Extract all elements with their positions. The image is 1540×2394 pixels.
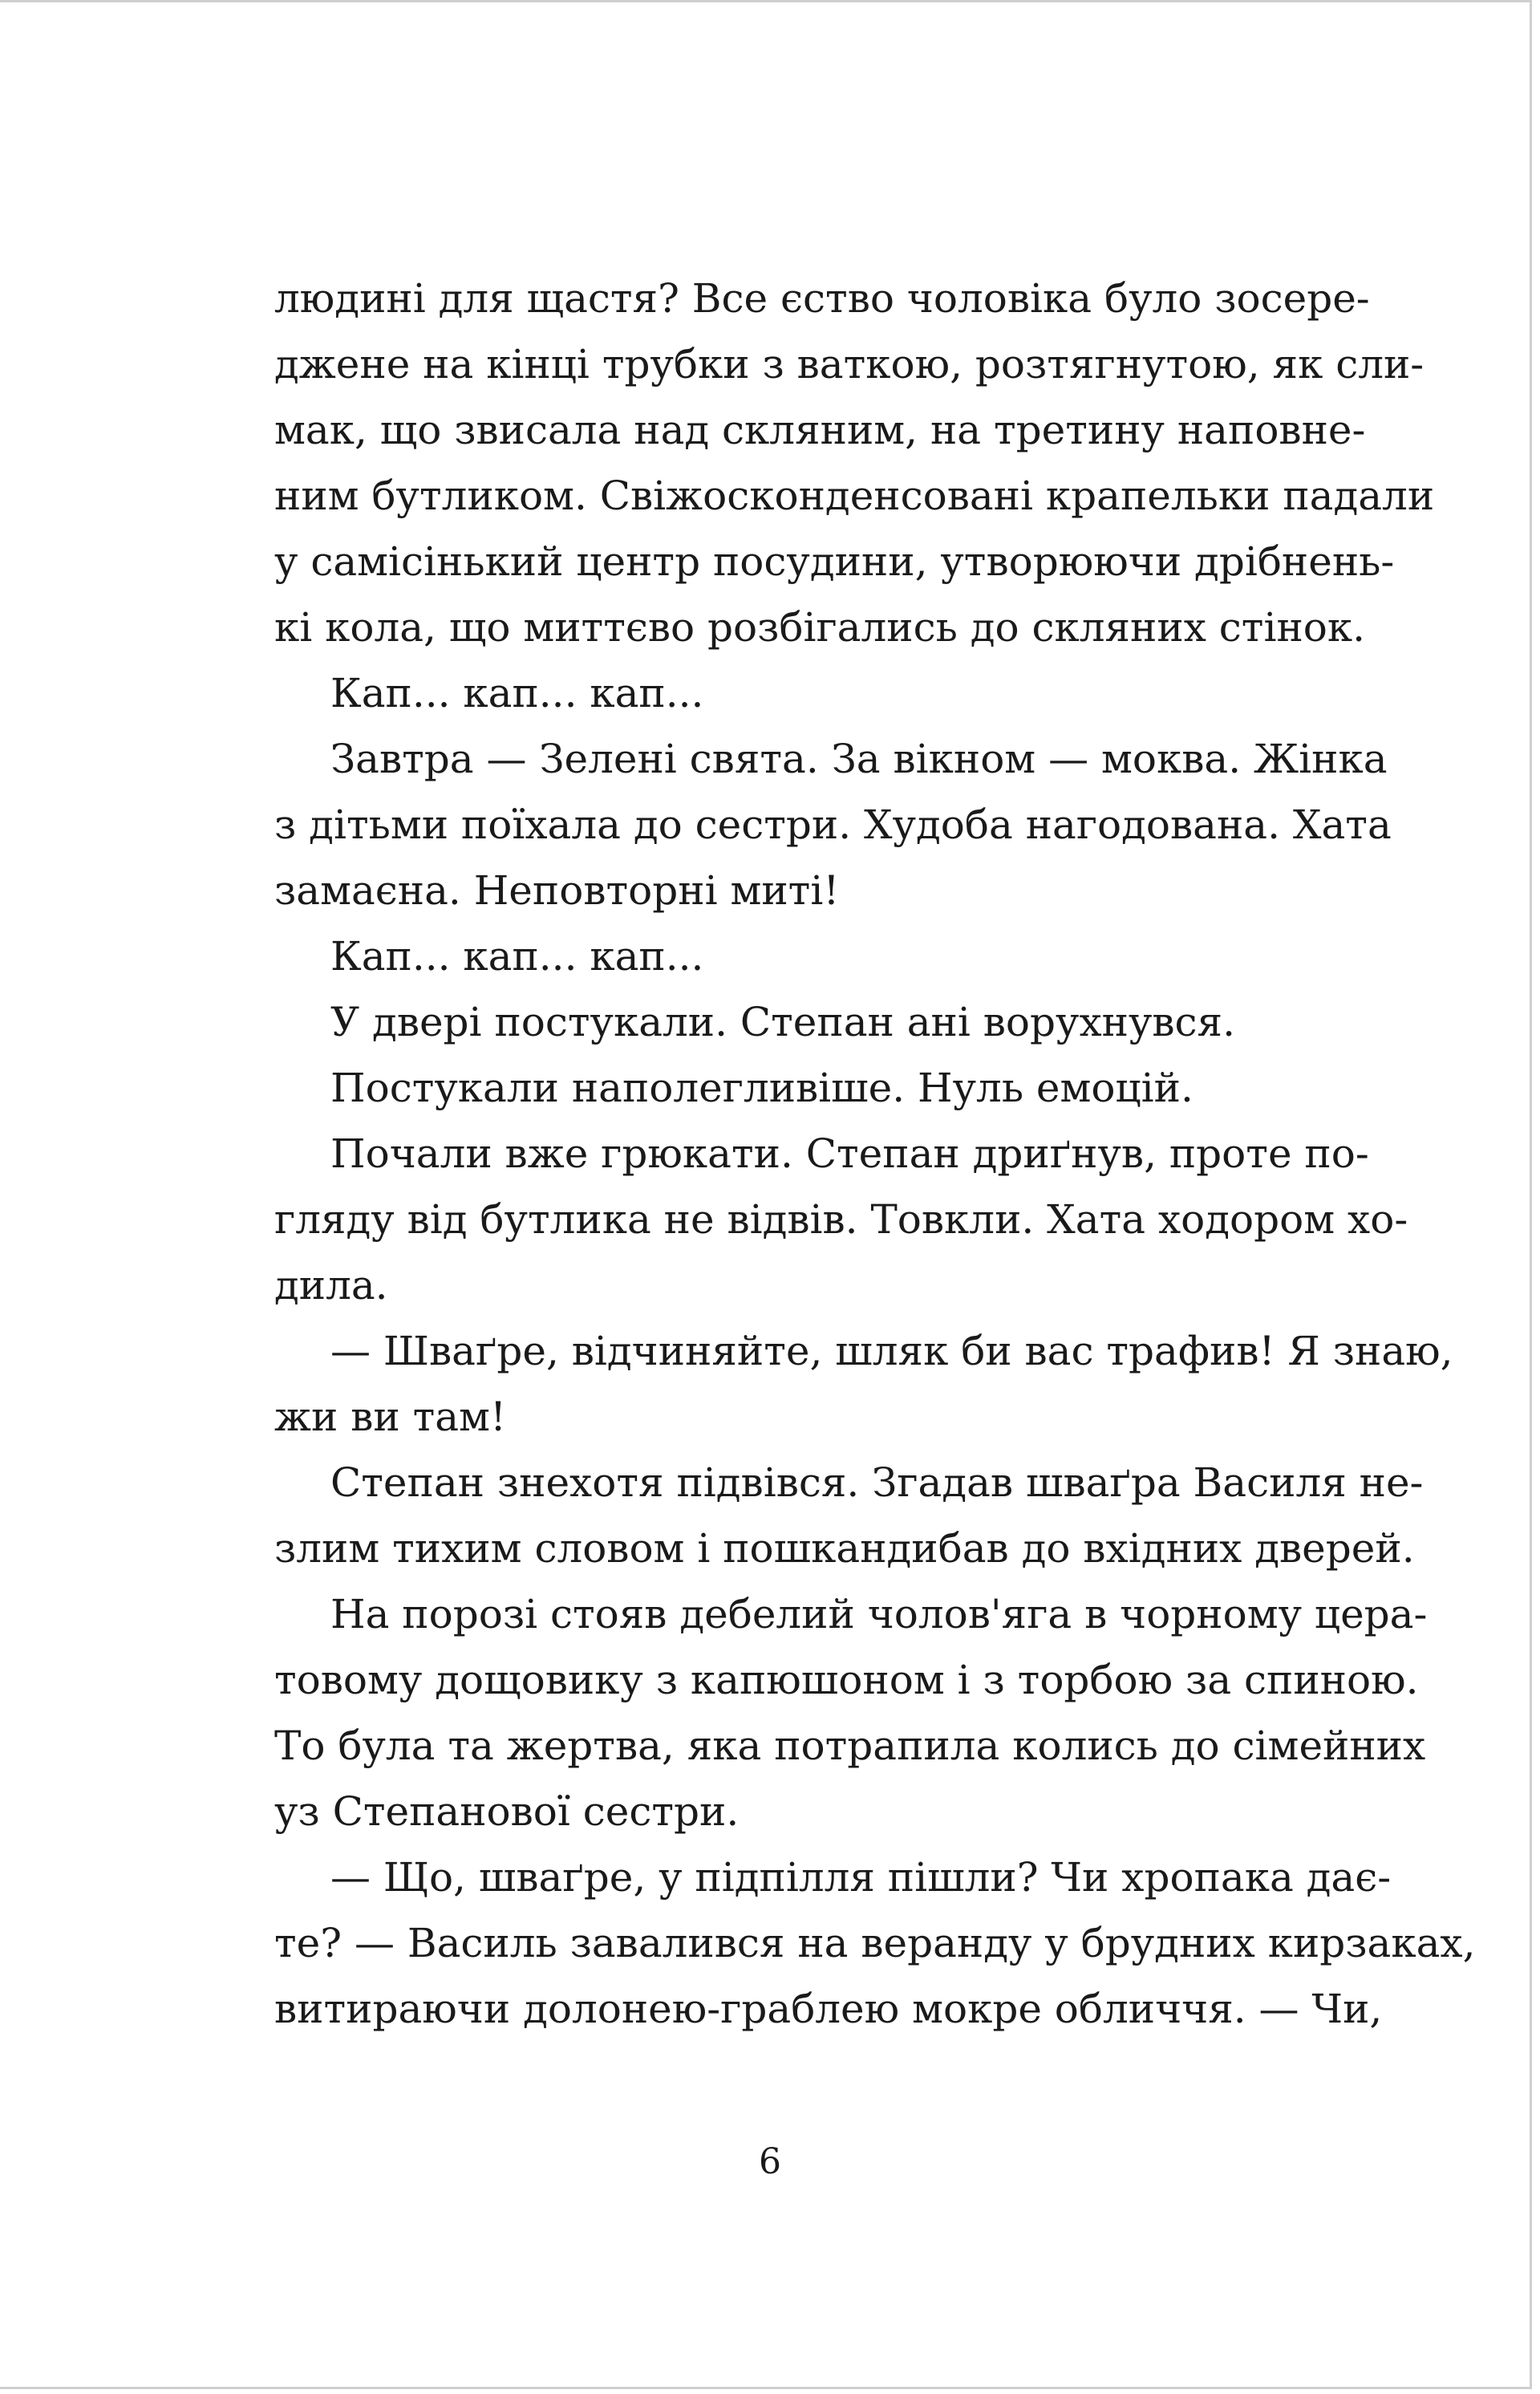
text-line: у самісінький центр посудини, утворюючи дрібнень- xyxy=(274,538,1395,585)
text-line: — Що, шваґре, у підпілля пішли? Чи хропака дає- xyxy=(330,1854,1392,1901)
text-line: То була та жертва, яка потрапила колись до сімейних xyxy=(274,1722,1426,1769)
text-line: ним бутликом. Свіжосконденсовані крапельки падали xyxy=(274,473,1435,519)
text-line: уз Степанової сестри. xyxy=(274,1788,740,1835)
text-line: джене на кінці трубки з ваткою, розтягнутою, як сли- xyxy=(274,341,1424,388)
text-line: Завтра — Зелені свята. За вікном — моква. Жінка xyxy=(330,736,1388,782)
text-line: гляду від бутлика не відвів. Товкли. Хата ходором хо- xyxy=(274,1196,1408,1243)
text-line: кі кола, що миттєво розбігались до скляних стінок. xyxy=(274,604,1366,651)
text-line: людині для щастя? Все єство чоловіка було зосере- xyxy=(274,275,1370,322)
text-line: — Шваґре, відчиняйте, шляк би вас трафив! Я знаю, xyxy=(330,1328,1453,1374)
text-line: Постукали наполегливіше. Нуль емоцій. xyxy=(330,1065,1194,1111)
text-line: те? — Василь завалився на веранду у брудних кирзаках, xyxy=(274,1920,1476,1966)
text-line: витираючи долонею-граблею мокре обличчя. — Чи, xyxy=(274,1986,1383,2032)
text-line: Кап... кап... кап... xyxy=(330,670,704,716)
text-line: з дітьми поїхала до сестри. Худоба нагодована. Хата xyxy=(274,801,1392,848)
text-line: мак, що звисала над скляним, на третину наповне- xyxy=(274,407,1366,453)
text-line: Кап... кап... кап... xyxy=(330,933,704,980)
text-line: злим тихим словом і пошкандибав до вхідних дверей. xyxy=(274,1525,1415,1572)
text-line: У двері постукали. Степан ані ворухнувся. xyxy=(330,999,1235,1045)
text-line: Степан знехотя підвівся. Згадав шваґра Василя не- xyxy=(330,1459,1424,1506)
text-line: дила. xyxy=(274,1262,388,1309)
text-line: жи ви там! xyxy=(274,1394,507,1440)
text-line: товому дощовику з капюшоном і з торбою за спиною. xyxy=(274,1657,1419,1703)
text-line: Почали вже грюкати. Степан дриґнув, проте по- xyxy=(330,1130,1369,1177)
text-line: На порозі стояв дебелий чолов'яга в чорному цера- xyxy=(330,1591,1428,1637)
text-line: замаєна. Неповторні миті! xyxy=(274,867,840,914)
page-number: 6 xyxy=(759,2141,781,2182)
